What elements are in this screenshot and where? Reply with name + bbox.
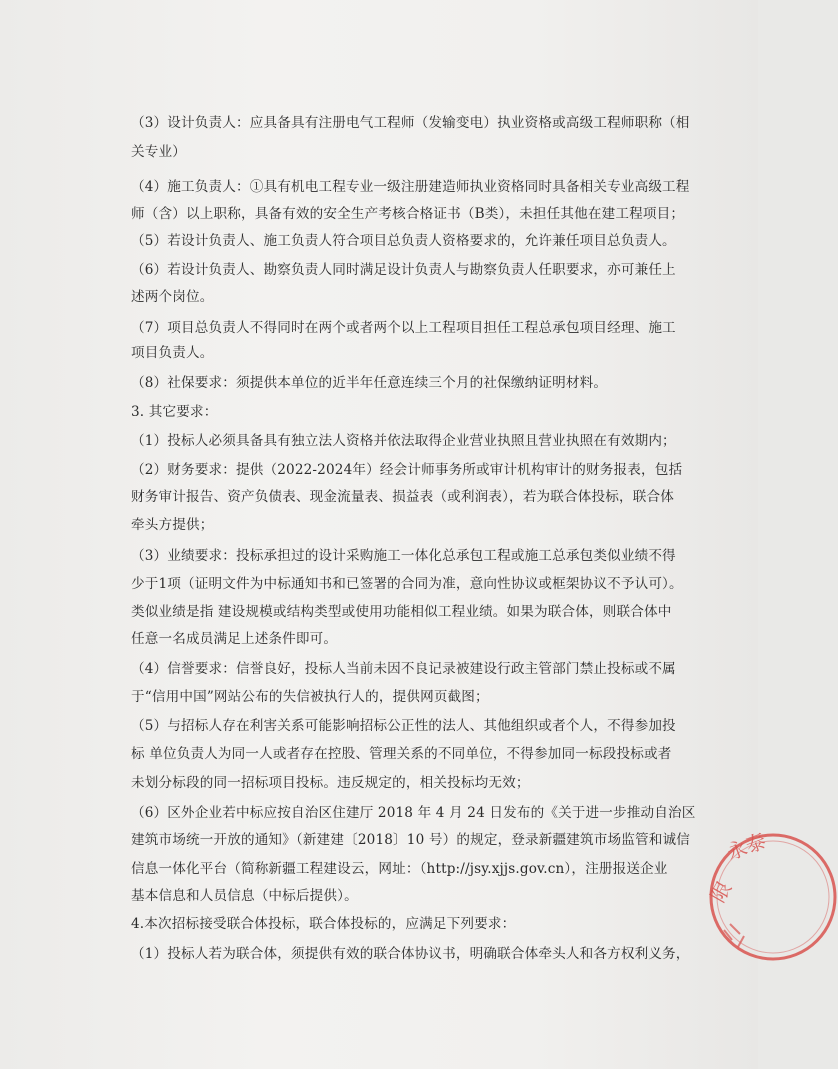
text-line: （1）投标人若为联合体，须提供有效的联合体协议书，明确联合体牵头人和各方权利义务， [131,946,690,962]
text-line: （5）与招标人存在利害关系可能影响招标公正性的法人、其他组织或者个人，不得参加投 [131,718,676,734]
text-line: （3）业绩要求：投标承担过的设计采购施工一体化总承包工程或施工总承包类似业绩不得 [131,548,676,564]
text-line: 类似业绩是指 建设规模或结构类型或使用功能相似工程业绩。如果为联合体，则联合体中 [131,604,672,620]
section-heading: 4.本次招标接受联合体投标，联合体投标的，应满足下列要求： [131,916,516,932]
text-line: （7）项目总负责人不得同时在两个或者两个以上工程项目担任工程总承包项目经理、施工 [131,320,676,336]
text-line: 基本信息和人员信息（中标后提供）。 [131,888,358,904]
text-line: 项目负责人。 [131,345,214,361]
text-line: （4）信誉要求：信誉良好，投标人当前未因不良记录被建设行政主管部门禁止投标或不属 [131,661,676,677]
text-line: 财务审计报告、资产负债表、现金流量表、损益表（或利润表），若为联合体投标，联合体 [131,489,674,505]
text-line: （4）施工负责人：①具有机电工程专业一级注册建造师执业资格同时具备相关专业高级工程 [131,179,690,195]
text-line: 师（含）以上职称，具备有效的安全生产考核合格证书（B类），未担任其他在建工程项目； [131,206,685,222]
text-line: （6）若设计负责人、勘察负责人同时满足设计负责人与勘察负责人任职要求，亦可兼任上 [131,262,676,278]
section-heading: 3. 其它要求： [131,404,218,420]
company-seal-stamp [705,822,838,972]
text-line: （1）投标人必须具备具有独立法人资格并依法取得企业营业执照且营业执照在有效期内； [131,433,676,449]
svg-text:永泰: 永泰 [723,828,770,865]
text-line: 少于1项（证明文件为中标通知书和已签署的合同为准，意向性协议或框架协议不予认可）。 [131,576,683,592]
text-line: （6）区外企业若中标应按自治区住建厅 2018 年 4 月 24 日发布的《关于进一步推动自治区 [131,805,696,821]
text-line: （5）若设计负责人、施工负责人符合项目总负责人资格要求的，允许兼任项目总负责人。 [131,233,676,249]
text-line: 建筑市场统一开放的通知》（新建建〔2018〕10 号）的规定，登录新疆建筑市场监管和诚信 [131,832,690,848]
text-line: 标 单位负责人为同一人或者存在控股、管理关系的不同单位，不得参加同一标段投标或者 [131,746,672,762]
text-line: 于“信用中国”网站公布的失信被执行人的，提供网页截图； [131,689,489,705]
text-line: 信息一体化平台（简称新疆工程建设云，网址：（http://jsy.xjjs.gov.cn），注册报送企业 [131,861,668,877]
text-line: （3）设计负责人：应具备具有注册电气工程师（发输变电）执业资格或高级工程师职称（相 [131,115,690,131]
text-line: （2）财务要求：提供（2022-2024年）经会计师事务所或审计机构审计的财务报表，包括 [131,462,683,478]
svg-text:限: 限 [705,877,737,907]
text-line: 任意一名成员满足上述条件即可。 [131,631,338,647]
text-line: 牵头方提供； [131,517,214,533]
text-line: 关专业） [131,144,186,160]
text-line: 未划分标段的同一招标项目投标。违反规定的，相关投标均无效； [131,775,530,791]
text-line: （8）社保要求：须提供本单位的近半年任意连续三个月的社保缴纳证明材料。 [131,375,608,391]
text-line: 述两个岗位。 [131,289,214,305]
